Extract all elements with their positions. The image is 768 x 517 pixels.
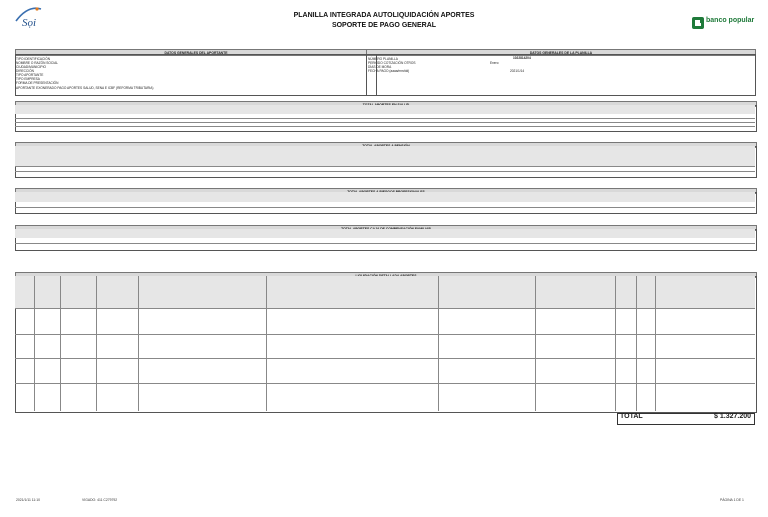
total-label: TOTAL [620,413,643,420]
label-fecha-pago: FECHA PAGO (aaaa/mm/dd) [368,69,410,73]
section-general-planilla: DATOS GENERALES DE LA PLANILLA [366,49,756,56]
page-subtitle: SOPORTE DE PAGO GENERAL [331,22,437,29]
page-title: PLANILLA INTEGRADA AUTOLIQUIDACIÓN APORTES [293,12,475,19]
soi-logo-text: Sọi [22,17,37,29]
label-dias-mora: DÍAS DE MORA [368,65,392,69]
label-nombre: NOMBRE O RAZÓN SOCIAL [16,61,58,65]
planilla-box [366,54,756,96]
label-numero-planilla: NÚMERO PLANILLA [368,57,398,61]
label-direccion: DIRECCIÓN [16,69,34,73]
banco-popular-text: banco popular [706,17,755,24]
label-periodo: PERIODO COTIZACIÓN OTROS [368,61,416,65]
label-tipo-empresa: TIPO EMPRESA [16,77,40,81]
numero-planilla-value: 1022814204 [513,56,531,60]
label-tipo-identificacion: TIPO IDENTIFICACIÓN [16,57,51,61]
footer-page-number: PÁGINA 1 DE 1 [720,498,744,502]
periodo-value: Enero [490,61,499,65]
label-ciudad: CIUDAD/MUNICIPIO [16,65,46,69]
section-general-aportante: DATOS GENERALES DEL APORTANTE [15,49,377,56]
footer-timestamp: 2021/1/11 11:10 [16,498,41,502]
label-tipo-aportante: TIPO APORTANTE [16,73,44,77]
label-forma-presentacion: FORMA DE PRESENTACIÓN [16,81,59,85]
total-value: $ 1.327.200 [714,413,751,420]
footer-vigado: VIGADO: 411 C279792 [82,498,118,502]
fecha-pago-value: 2021/1/14 [510,69,525,73]
label-exonerado: APORTANTE EXONERADO PAGO APORTES SALUD, SENA E ICBF (REFORMA TRIBUTARIA) [16,86,154,90]
